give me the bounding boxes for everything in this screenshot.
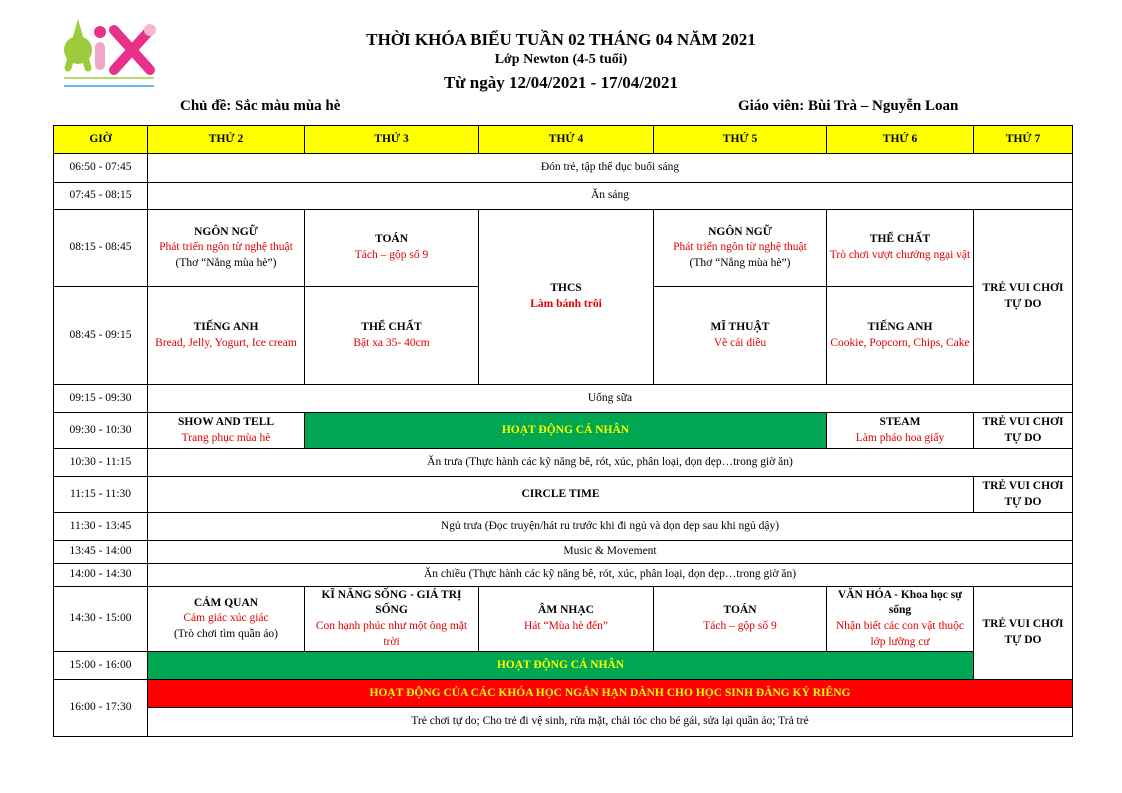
lesson-cell xyxy=(479,210,654,385)
teacher-label: Giáo viên: Bùi Trà – Nguyễn Loan xyxy=(738,98,959,114)
lesson-subject: THỂ CHẤT xyxy=(869,233,931,246)
time-cell: 08:45 - 09:15 xyxy=(54,287,148,385)
lesson-cell xyxy=(827,287,974,385)
short-course-banner: HOẠT ĐỘNG CỦA CÁC KHÓA HỌC NGẮN HẠN DÀNH CHO HỌC SINH ĐĂNG KÝ RIÊNG xyxy=(148,680,1073,708)
time-cell: 09:15 - 09:30 xyxy=(54,385,148,413)
lesson-detail: Nhận biết các con vật thuộc lớp lưỡng cư xyxy=(835,620,965,648)
free-play-cell: TRẺ VUI CHƠI TỰ DO xyxy=(974,210,1073,385)
lesson-cell xyxy=(654,287,827,385)
individual-activity-cell: HOẠT ĐỘNG CÁ NHÂN xyxy=(148,652,974,680)
class-name: Lớp Newton (4-5 tuổi) xyxy=(494,52,628,67)
individual-activity-cell: HOẠT ĐỘNG CÁ NHÂN xyxy=(305,413,827,449)
lesson-detail: Tách – gộp số 9 xyxy=(354,249,429,261)
lesson-detail: Tách – gộp số 9 xyxy=(703,620,777,632)
lesson-detail: Cookie, Popcorn, Chips, Cake xyxy=(830,336,970,349)
lesson-note: (Thơ “Nắng mùa hè”) xyxy=(175,256,277,269)
timetable xyxy=(53,125,1073,737)
time-cell: 14:00 - 14:30 xyxy=(54,564,148,587)
lesson-subject: STEAM xyxy=(879,415,921,428)
lesson-detail: Bread, Jelly, Yogurt, Ice cream xyxy=(155,336,297,349)
activity-cell: Music & Movement xyxy=(148,541,1073,564)
lesson-detail: Làm pháo hoa giấy xyxy=(855,431,945,444)
time-cell: 15:00 - 16:00 xyxy=(54,652,148,680)
date-range: Từ ngày 12/04/2021 - 17/04/2021 xyxy=(443,73,679,92)
lesson-subject: VĂN HÓA - Khoa học sự sống xyxy=(837,588,963,617)
table-row xyxy=(54,513,1073,541)
circle-time-cell: CIRCLE TIME xyxy=(148,477,974,513)
time-cell: 13:45 - 14:00 xyxy=(54,541,148,564)
lesson-cell xyxy=(148,413,305,449)
free-play-cell: TRẺ VUI CHƠI TỰ DO xyxy=(974,477,1073,513)
time-cell: 10:30 - 11:15 xyxy=(54,449,148,477)
lesson-subject: NGÔN NGỮ xyxy=(708,225,772,238)
col-sat: THỨ 7 xyxy=(974,126,1073,154)
lesson-cell xyxy=(654,210,827,287)
activity-cell: Đón trẻ, tập thể dục buổi sáng xyxy=(148,154,1073,183)
table-row xyxy=(54,385,1073,413)
lesson-detail: Con hạnh phúc như một ông mặt trời xyxy=(315,620,468,648)
lesson-detail: Trang phục mùa hè xyxy=(181,431,271,444)
lesson-detail: Cảm giác xúc giác xyxy=(183,612,269,625)
lesson-subject: TIẾNG ANH xyxy=(193,320,259,333)
lesson-cell xyxy=(654,587,827,652)
table-row xyxy=(54,708,1073,737)
table-row xyxy=(54,564,1073,587)
lesson-cell xyxy=(305,287,479,385)
col-thu: THỨ 5 xyxy=(654,126,827,154)
lesson-cell xyxy=(479,587,654,652)
table-row xyxy=(54,477,1073,513)
activity-cell: Uống sữa xyxy=(148,385,1073,413)
table-row xyxy=(54,210,1073,287)
activity-cell: Trẻ chơi tự do; Cho trẻ đi vệ sinh, rửa mặt, chải tóc cho bé gái, sửa lại quần áo; Trả trẻ xyxy=(148,708,1073,737)
col-tue: THỨ 3 xyxy=(305,126,479,154)
page-title: THỜI KHÓA BIỂU TUẦN 02 THÁNG 04 NĂM 2021 xyxy=(366,30,756,49)
activity-cell: Ăn sáng xyxy=(148,183,1073,210)
time-cell: 11:30 - 13:45 xyxy=(54,513,148,541)
time-cell: 08:15 - 08:45 xyxy=(54,210,148,287)
lesson-note: (Thơ “Nắng mùa hè”) xyxy=(689,256,791,269)
table-row xyxy=(54,587,1073,652)
col-time: GIỜ xyxy=(54,126,148,154)
lesson-subject: MĨ THUẬT xyxy=(710,320,770,333)
time-cell: 06:50 - 07:45 xyxy=(54,154,148,183)
time-cell: 07:45 - 08:15 xyxy=(54,183,148,210)
lesson-subject: TIẾNG ANH xyxy=(867,320,933,333)
lesson-cell xyxy=(148,287,305,385)
free-play-cell: TRẺ VUI CHƠI TỰ DO xyxy=(974,587,1073,680)
lesson-cell xyxy=(827,413,974,449)
lesson-subject: CẢM QUAN xyxy=(193,596,259,609)
lesson-detail: Bật xa 35- 40cm xyxy=(353,336,430,349)
time-cell: 11:15 - 11:30 xyxy=(54,477,148,513)
theme-label: Chủ đề: Sắc màu mùa hè xyxy=(180,98,341,114)
lesson-subject: KĨ NĂNG SỐNG - GIÁ TRỊ SỐNG xyxy=(321,588,462,617)
lesson-detail: Vẽ cái diều xyxy=(713,336,767,349)
table-row xyxy=(54,154,1073,183)
activity-cell: Ăn chiều (Thực hành các kỹ năng bê, rót, xúc, phân loại, dọn dẹp…trong giờ ăn) xyxy=(148,564,1073,587)
activity-cell: Ăn trưa (Thực hành các kỹ năng bê, rót, xúc, phân loại, dọn dẹp…trong giờ ăn) xyxy=(148,449,1073,477)
lesson-subject: NGÔN NGỮ xyxy=(194,225,258,238)
lesson-detail: Trò chơi vượt chướng ngại vật xyxy=(829,249,971,261)
table-row xyxy=(54,541,1073,564)
lesson-detail: Phát triển ngôn từ nghệ thuật xyxy=(673,241,807,254)
table-row xyxy=(54,183,1073,210)
lesson-subject: TOÁN xyxy=(723,604,757,617)
lesson-note: (Trò chơi tìm quần áo) xyxy=(173,627,279,640)
lesson-cell xyxy=(148,587,305,652)
lesson-cell xyxy=(305,587,479,652)
lesson-subject: THCS xyxy=(550,282,582,295)
col-mon: THỨ 2 xyxy=(148,126,305,154)
activity-cell: Ngủ trưa (Đọc truyện/hát ru trước khi đi ngủ và dọn dẹp sau khi ngủ dậy) xyxy=(148,513,1073,541)
lesson-cell xyxy=(305,210,479,287)
lesson-subject: TOÁN xyxy=(374,233,409,246)
lesson-detail: Làm bánh trôi xyxy=(530,298,602,310)
col-fri: THỨ 6 xyxy=(827,126,974,154)
header-row xyxy=(54,126,1073,154)
lesson-cell xyxy=(827,210,974,287)
table-row xyxy=(54,680,1073,708)
col-wed: THỨ 4 xyxy=(479,126,654,154)
lesson-cell xyxy=(148,210,305,287)
table-row xyxy=(54,413,1073,449)
lesson-subject: THỂ CHẤT xyxy=(361,320,422,333)
lesson-subject: SHOW AND TELL xyxy=(177,415,275,428)
lesson-subject: ÂM NHẠC xyxy=(538,604,594,617)
table-row xyxy=(54,449,1073,477)
time-cell: 16:00 - 17:30 xyxy=(54,680,148,737)
lesson-detail: Hát “Mùa hè đến” xyxy=(524,620,608,632)
free-play-cell: TRẺ VUI CHƠI TỰ DO xyxy=(974,413,1073,449)
lesson-cell xyxy=(827,587,974,652)
lesson-detail: Phát triển ngôn từ nghệ thuật xyxy=(159,241,293,254)
time-cell: 14:30 - 15:00 xyxy=(54,587,148,652)
time-cell: 09:30 - 10:30 xyxy=(54,413,148,449)
table-row xyxy=(54,652,1073,680)
